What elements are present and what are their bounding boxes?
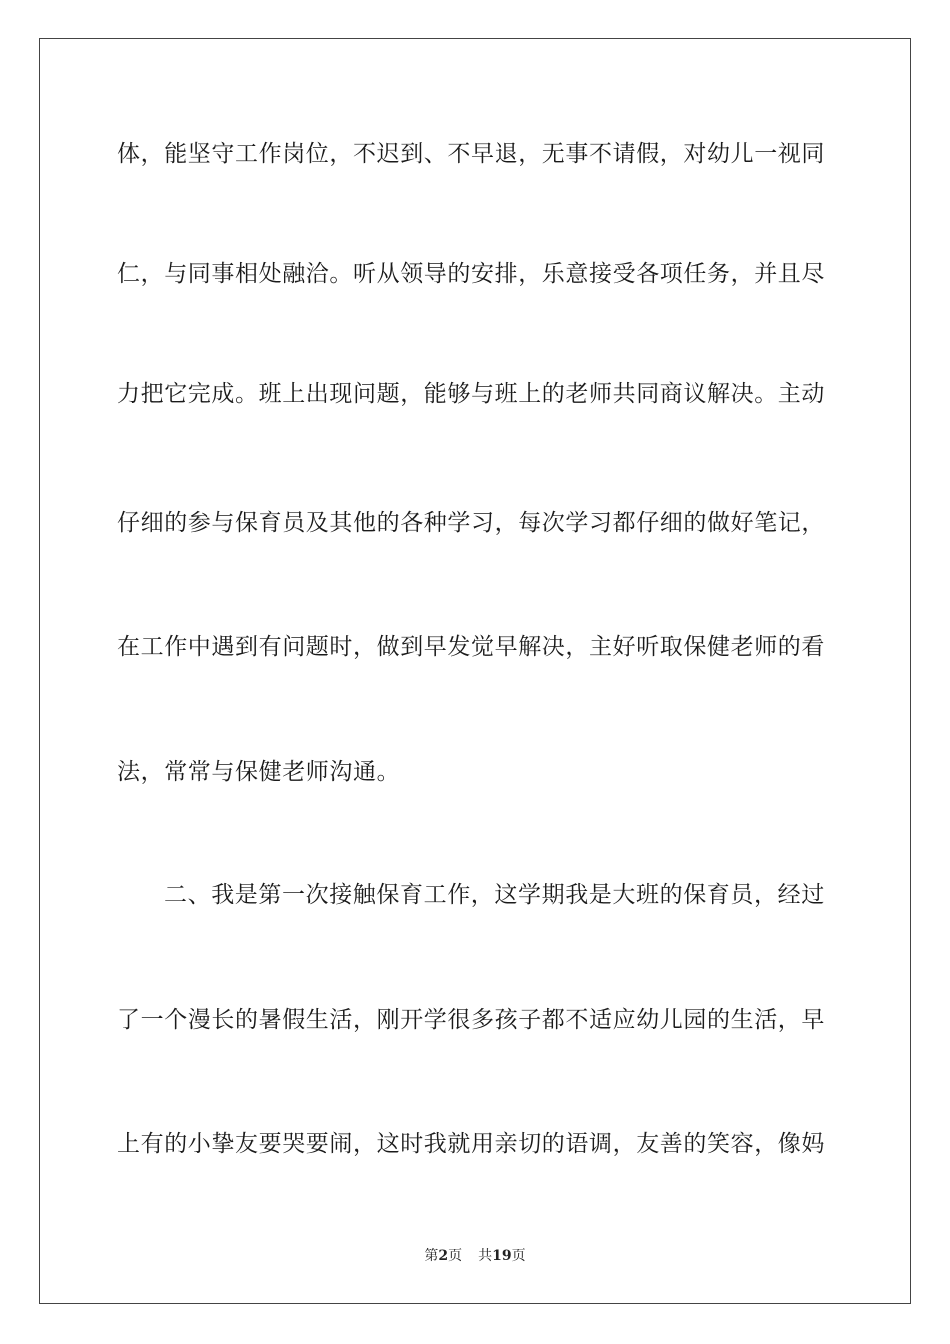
body-text-line: 在工作中遇到有问题时，做到早发觉早解决，主好听取保健老师的看 <box>117 634 825 660</box>
page-number: 2 <box>438 1248 449 1264</box>
page-border <box>39 38 911 1304</box>
page-prefix: 第 <box>424 1248 439 1264</box>
body-text-line: 仔细的参与保育员及其他的各种学习，每次学习都仔细的做好笔记， <box>117 510 825 536</box>
page-footer <box>0 1246 950 1266</box>
total-pages: 19 <box>492 1248 512 1264</box>
body-text-line: 了一个漫长的暑假生活，刚开学很多孩子都不适应幼儿园的生活，早 <box>117 1007 825 1033</box>
total-suffix: 页 <box>511 1248 526 1264</box>
paragraph-start-line: 二、我是第一次接触保育工作，这学期我是大班的保育员，经过 <box>164 882 825 908</box>
body-text-line: 体，能坚守工作岗位，不迟到、不早退，无事不请假，对幼儿一视同 <box>117 141 825 167</box>
body-text-line: 法，常常与保健老师沟通。 <box>117 759 401 785</box>
body-text-line: 上有的小挚友要哭要闹，这时我就用亲切的语调，友善的笑容，像妈 <box>117 1131 825 1157</box>
total-prefix: 共 <box>478 1248 493 1264</box>
body-text-line: 仁，与同事相处融洽。听从领导的安排，乐意接受各项任务，并且尽 <box>117 261 825 287</box>
page-suffix: 页 <box>448 1248 463 1264</box>
body-text-line: 力把它完成。班上出现问题，能够与班上的老师共同商议解决。主动 <box>117 381 825 407</box>
